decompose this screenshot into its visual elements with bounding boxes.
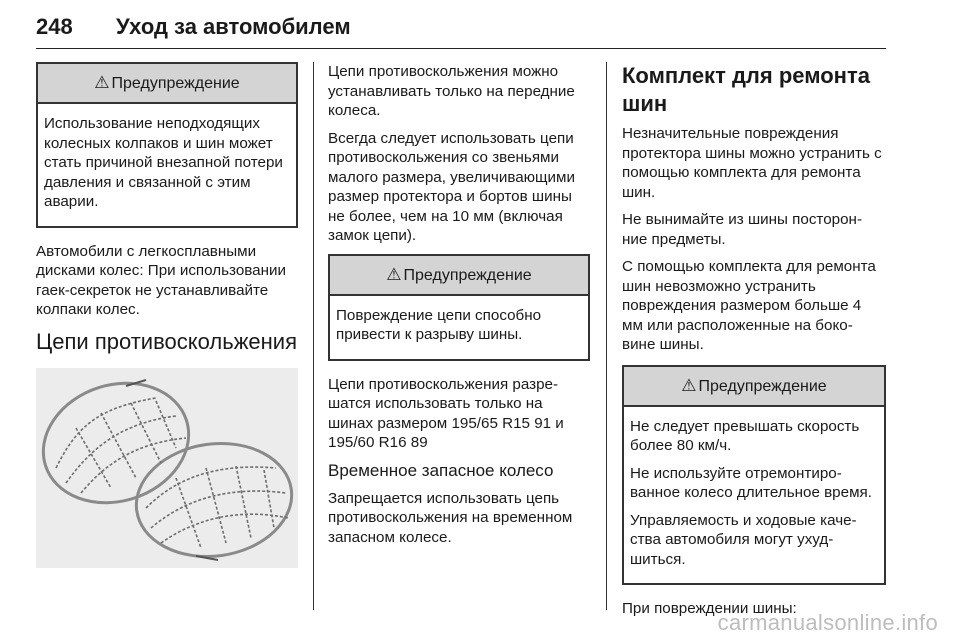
paragraph: Незначительные повреждения протектора шины можно устранить с помощью комплекта для ремонта шин. xyxy=(622,125,882,201)
paragraph: Не вынимайте из шины посторон-ние предметы. xyxy=(622,211,863,248)
paragraph: Цепи противоскольжения можно устанавливать только на передние колеса. xyxy=(328,63,575,119)
warning-box xyxy=(328,254,590,361)
warning-text: Управляемость и ходовые каче-ства автомобиля могут ухуд-шиться. xyxy=(630,511,857,568)
section-heading: Комплект для ремонта шин xyxy=(622,63,870,116)
column-2 xyxy=(328,62,590,555)
warning-text: Не используйте отремонтиро-ванное колесо длительное время. xyxy=(630,464,872,501)
page-header xyxy=(36,14,886,49)
page-number: 248 xyxy=(36,14,73,39)
section-heading: Цепи противоскольжения xyxy=(36,328,297,354)
paragraph: Запрещается использовать цепь противоскольжения на временном запасном колесе. xyxy=(328,489,573,546)
column-3 xyxy=(622,62,886,627)
warning-header xyxy=(38,64,296,104)
warning-triangle-icon: ⚠ xyxy=(681,375,697,395)
warning-title: Предупреждение xyxy=(111,75,240,92)
paragraph: С помощью комплекта для ремонта шин невозможно устранить повреждения размером больше 4 мм или расположенные на боко-вине шины. xyxy=(622,258,876,353)
column-divider xyxy=(313,62,314,610)
snow-chains-illustration xyxy=(36,368,298,568)
section-heading: Временное запасное колесо xyxy=(328,460,554,480)
paragraph: При повреждении шины: xyxy=(622,600,797,617)
warning-text: Не следует превышать скорость более 80 км/ч. xyxy=(630,417,860,454)
paragraph: Автомобили с легкосплавными дисками колес: При использовании гаек-секреток не устанавливайте колпаки колес. xyxy=(36,242,286,318)
warning-text: Использование неподходящих колесных колпаков и шин может стать причиной внезапной потери давления и связанной с этим аварии. xyxy=(44,115,283,210)
warning-title: Предупреждение xyxy=(698,377,827,395)
warning-title: Предупреждение xyxy=(403,266,532,284)
column-divider xyxy=(606,62,607,610)
paragraph: Цепи противоскольжения разре-шатся использовать только на шинах размером 195/65 R15 91 и 195/60 R16 89 xyxy=(328,375,564,451)
column-1 xyxy=(36,62,298,568)
warning-text: Повреждение цепи способно привести к разрыву шины. xyxy=(336,306,542,343)
warning-box xyxy=(622,365,886,586)
warning-box xyxy=(36,62,298,228)
warning-triangle-icon: ⚠ xyxy=(386,264,402,284)
paragraph: Всегда следует использовать цепи противоскольжения со звеньями малого размера, увеличивающими размер протектора и бортов шины не более, чем на 10 мм (включая замок цепи). xyxy=(328,129,575,244)
warning-header xyxy=(624,367,884,407)
watermark: carmanualsonline.info xyxy=(717,610,938,635)
page-title: Уход за автомобилем xyxy=(116,14,351,39)
warning-triangle-icon: ⚠ xyxy=(94,73,110,92)
warning-header xyxy=(330,256,588,296)
